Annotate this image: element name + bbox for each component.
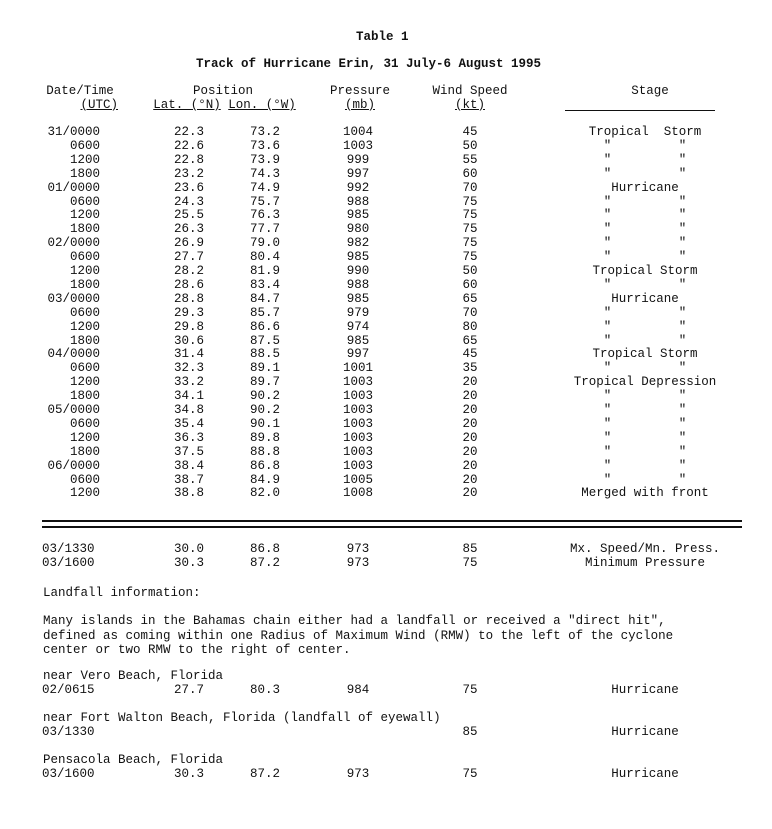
header-mb: (mb) bbox=[344, 98, 375, 112]
cell-stage: " " bbox=[603, 333, 687, 348]
cell-lat: 24.3 bbox=[173, 194, 204, 209]
cell-wind: 45 bbox=[462, 125, 478, 139]
cell-lon: 73.2 bbox=[249, 125, 280, 139]
cell-lat: 32.3 bbox=[173, 361, 204, 376]
cell-lat: 30.0 bbox=[173, 542, 204, 556]
header-pressure: Pressure bbox=[329, 84, 390, 98]
cell-lat: 36.3 bbox=[173, 430, 204, 445]
landfall-place: near Vero Beach, Florida bbox=[43, 669, 224, 683]
cell-stage: Tropical Depression bbox=[573, 375, 717, 390]
cell-pressure: 985 bbox=[346, 333, 370, 348]
cell-stage: Tropical Storm bbox=[588, 125, 702, 139]
cell-lat: 38.8 bbox=[173, 486, 204, 501]
landfall-paragraph-line: Many islands in the Bahamas chain either had a landfall or received a "direct hit", bbox=[43, 614, 666, 628]
cell-stage: " " bbox=[603, 277, 687, 292]
cell-lat: 38.7 bbox=[173, 472, 204, 487]
cell-lon: 79.0 bbox=[249, 236, 280, 251]
cell-datetime: 1800 bbox=[69, 444, 100, 459]
cell-wind: 75 bbox=[462, 683, 478, 697]
cell-datetime: 1200 bbox=[69, 208, 100, 223]
cell-datetime: 0600 bbox=[69, 138, 100, 153]
cell-lon: 88.5 bbox=[249, 347, 280, 362]
cell-lat: 38.4 bbox=[173, 458, 204, 473]
cell-pressure: 988 bbox=[346, 277, 370, 292]
cell-wind: 75 bbox=[462, 236, 478, 251]
cell-lat: 28.6 bbox=[173, 277, 204, 292]
cell-datetime: 1200 bbox=[69, 430, 100, 445]
cell-lon: 74.3 bbox=[249, 166, 280, 181]
cell-lat: 27.7 bbox=[173, 683, 204, 697]
cell-pressure: 974 bbox=[346, 319, 370, 334]
cell-stage: Hurricane bbox=[611, 767, 679, 781]
cell-wind: 60 bbox=[462, 277, 478, 292]
cell-stage: " " bbox=[603, 444, 687, 459]
landfall-paragraph-line: center or two RMW to the right of center. bbox=[43, 643, 351, 657]
cell-lat: 34.1 bbox=[173, 389, 204, 404]
cell-stage: Hurricane bbox=[611, 683, 679, 697]
cell-datetime: 31/0000 bbox=[47, 125, 100, 139]
cell-wind: 45 bbox=[462, 347, 478, 362]
cell-datetime: 02/0615 bbox=[42, 683, 95, 697]
cell-lon: 89.8 bbox=[249, 430, 280, 445]
cell-lon: 80.3 bbox=[249, 683, 280, 697]
cell-wind: 80 bbox=[462, 319, 478, 334]
cell-lat: 23.2 bbox=[173, 166, 204, 181]
cell-wind: 20 bbox=[462, 486, 478, 501]
cell-datetime: 0600 bbox=[69, 250, 100, 265]
cell-lon: 86.6 bbox=[249, 319, 280, 334]
cell-stage: " " bbox=[603, 458, 687, 473]
cell-datetime: 03/1330 bbox=[42, 542, 95, 556]
cell-stage: " " bbox=[603, 361, 687, 376]
cell-lon: 82.0 bbox=[249, 486, 280, 501]
cell-pressure: 997 bbox=[346, 166, 370, 181]
cell-lat: 28.8 bbox=[173, 291, 204, 306]
cell-lon: 90.2 bbox=[249, 403, 280, 417]
cell-stage: Tropical Storm bbox=[592, 264, 698, 278]
cell-wind: 75 bbox=[462, 208, 478, 223]
cell-wind: 60 bbox=[462, 166, 478, 181]
cell-pressure: 985 bbox=[346, 208, 370, 223]
cell-datetime: 01/0000 bbox=[47, 180, 100, 195]
cell-wind: 75 bbox=[462, 767, 478, 781]
cell-lat: 23.6 bbox=[173, 180, 204, 195]
cell-datetime: 03/1600 bbox=[42, 767, 95, 781]
cell-stage: " " bbox=[603, 194, 687, 209]
cell-lat: 31.4 bbox=[173, 347, 204, 362]
cell-lon: 89.7 bbox=[249, 375, 280, 390]
cell-stage: Hurricane bbox=[611, 291, 679, 306]
cell-wind: 50 bbox=[462, 138, 478, 153]
cell-lon: 77.7 bbox=[249, 222, 280, 237]
cell-wind: 75 bbox=[462, 250, 478, 265]
cell-datetime: 0600 bbox=[69, 305, 100, 320]
cell-lon: 74.9 bbox=[249, 180, 280, 195]
table-number: Table 1 bbox=[356, 30, 409, 44]
cell-lon: 87.5 bbox=[249, 333, 280, 348]
cell-stage: Hurricane bbox=[611, 725, 679, 739]
cell-stage: " " bbox=[603, 305, 687, 320]
cell-pressure: 1008 bbox=[342, 486, 373, 501]
cell-pressure: 984 bbox=[346, 683, 370, 697]
cell-pressure: 973 bbox=[346, 556, 370, 570]
cell-stage: " " bbox=[603, 236, 687, 251]
cell-pressure: 1003 bbox=[342, 403, 373, 417]
cell-pressure: 999 bbox=[346, 152, 370, 167]
header-lat: Lat. (°N) bbox=[153, 98, 221, 112]
cell-datetime: 03/0000 bbox=[47, 291, 100, 306]
cell-datetime: 1800 bbox=[69, 222, 100, 237]
cell-lon: 90.1 bbox=[249, 416, 280, 431]
cell-lon: 80.4 bbox=[249, 250, 280, 265]
cell-pressure: 980 bbox=[346, 222, 370, 237]
header-position: Position bbox=[192, 84, 253, 98]
cell-lat: 26.9 bbox=[173, 236, 204, 251]
cell-lon: 81.9 bbox=[249, 264, 280, 278]
cell-wind: 20 bbox=[462, 430, 478, 445]
stage-underline bbox=[565, 110, 715, 111]
cell-pressure: 990 bbox=[346, 264, 370, 278]
cell-datetime: 0600 bbox=[69, 194, 100, 209]
cell-datetime: 1800 bbox=[69, 277, 100, 292]
cell-stage: " " bbox=[603, 222, 687, 237]
cell-wind: 75 bbox=[462, 556, 478, 570]
cell-lon: 84.7 bbox=[249, 291, 280, 306]
cell-datetime: 1200 bbox=[69, 375, 100, 390]
cell-lat: 30.6 bbox=[173, 333, 204, 348]
landfall-place: near Fort Walton Beach, Florida (landfall of eyewall) bbox=[43, 711, 441, 725]
cell-wind: 65 bbox=[462, 333, 478, 348]
cell-wind: 55 bbox=[462, 152, 478, 167]
cell-datetime: 1800 bbox=[69, 166, 100, 181]
cell-pressure: 1003 bbox=[342, 416, 373, 431]
cell-lat: 37.5 bbox=[173, 444, 204, 459]
cell-stage: " " bbox=[603, 250, 687, 265]
cell-datetime: 03/1330 bbox=[42, 725, 95, 739]
header-utc: (UTC) bbox=[80, 98, 118, 112]
cell-datetime: 02/0000 bbox=[47, 236, 100, 251]
cell-wind: 20 bbox=[462, 375, 478, 390]
cell-lon: 87.2 bbox=[249, 767, 280, 781]
cell-lat: 29.8 bbox=[173, 319, 204, 334]
cell-wind: 75 bbox=[462, 194, 478, 209]
cell-stage: " " bbox=[603, 430, 687, 445]
cell-stage: Mx. Speed/Mn. Press. bbox=[569, 542, 721, 556]
landfall-paragraph-line: defined as coming within one Radius of Maximum Wind (RMW) to the left of the cyclone bbox=[43, 628, 674, 643]
cell-pressure: 1003 bbox=[342, 444, 373, 459]
cell-pressure: 1003 bbox=[342, 375, 373, 390]
cell-lat: 30.3 bbox=[173, 767, 204, 781]
cell-wind: 85 bbox=[462, 725, 478, 739]
cell-pressure: 1003 bbox=[342, 138, 373, 153]
cell-pressure: 973 bbox=[346, 542, 370, 556]
cell-wind: 70 bbox=[462, 305, 478, 320]
cell-datetime: 1800 bbox=[69, 333, 100, 348]
cell-pressure: 997 bbox=[346, 347, 370, 362]
cell-lon: 89.1 bbox=[249, 361, 280, 376]
cell-pressure: 1003 bbox=[342, 458, 373, 473]
cell-stage: " " bbox=[603, 319, 687, 334]
cell-lat: 29.3 bbox=[173, 305, 204, 320]
cell-pressure: 988 bbox=[346, 194, 370, 209]
cell-pressure: 985 bbox=[346, 291, 370, 306]
cell-stage: " " bbox=[603, 416, 687, 431]
cell-datetime: 0600 bbox=[69, 472, 100, 487]
cell-lat: 34.8 bbox=[173, 403, 204, 417]
cell-datetime: 06/0000 bbox=[47, 458, 100, 473]
cell-lon: 73.6 bbox=[249, 138, 280, 153]
cell-datetime: 1200 bbox=[69, 264, 100, 278]
cell-wind: 50 bbox=[462, 264, 478, 278]
table-title: Track of Hurricane Erin, 31 July-6 August 1995 bbox=[196, 57, 542, 71]
header-datetime: Date/Time bbox=[46, 84, 114, 98]
cell-pressure: 1003 bbox=[342, 430, 373, 445]
cell-datetime: 05/0000 bbox=[47, 403, 100, 417]
header-wind: Wind Speed bbox=[432, 84, 508, 98]
cell-stage: " " bbox=[603, 403, 687, 417]
cell-wind: 35 bbox=[462, 361, 478, 376]
cell-lon: 86.8 bbox=[249, 542, 280, 556]
landfall-heading: Landfall information: bbox=[43, 586, 201, 600]
cell-wind: 75 bbox=[462, 222, 478, 237]
cell-lon: 90.2 bbox=[249, 389, 280, 404]
double-rule bbox=[42, 520, 742, 528]
cell-lon: 84.9 bbox=[249, 472, 280, 487]
cell-lon: 76.3 bbox=[249, 208, 280, 223]
cell-lat: 22.8 bbox=[173, 152, 204, 167]
cell-pressure: 973 bbox=[346, 767, 370, 781]
cell-lon: 85.7 bbox=[249, 305, 280, 320]
cell-stage: " " bbox=[603, 472, 687, 487]
cell-wind: 20 bbox=[462, 416, 478, 431]
cell-stage: " " bbox=[603, 208, 687, 223]
landfall-place: Pensacola Beach, Florida bbox=[43, 753, 224, 767]
cell-datetime: 04/0000 bbox=[47, 347, 100, 362]
cell-pressure: 982 bbox=[346, 236, 370, 251]
cell-lon: 86.8 bbox=[249, 458, 280, 473]
cell-pressure: 992 bbox=[346, 180, 370, 195]
cell-stage: Hurricane bbox=[611, 180, 679, 195]
cell-wind: 65 bbox=[462, 291, 478, 306]
cell-wind: 70 bbox=[462, 180, 478, 195]
cell-lon: 83.4 bbox=[249, 277, 280, 292]
cell-wind: 85 bbox=[462, 542, 478, 556]
cell-datetime: 1800 bbox=[69, 389, 100, 404]
cell-lat: 22.6 bbox=[173, 138, 204, 153]
cell-pressure: 1005 bbox=[342, 472, 373, 487]
cell-wind: 20 bbox=[462, 389, 478, 404]
header-kt: (kt) bbox=[454, 98, 485, 112]
cell-stage: " " bbox=[603, 389, 687, 404]
cell-pressure: 985 bbox=[346, 250, 370, 265]
cell-stage: " " bbox=[603, 152, 687, 167]
cell-lat: 35.4 bbox=[173, 416, 204, 431]
cell-lat: 22.3 bbox=[173, 125, 204, 139]
header-stage: Stage bbox=[631, 84, 669, 98]
cell-datetime: 0600 bbox=[69, 416, 100, 431]
cell-lat: 27.7 bbox=[173, 250, 204, 265]
cell-pressure: 1003 bbox=[342, 389, 373, 404]
cell-wind: 20 bbox=[462, 472, 478, 487]
cell-stage: " " bbox=[603, 166, 687, 181]
cell-stage: Minimum Pressure bbox=[584, 556, 706, 570]
cell-lon: 88.8 bbox=[249, 444, 280, 459]
cell-lat: 28.2 bbox=[173, 264, 204, 278]
cell-lon: 75.7 bbox=[249, 194, 280, 209]
cell-wind: 20 bbox=[462, 458, 478, 473]
cell-wind: 20 bbox=[462, 403, 478, 417]
cell-lat: 30.3 bbox=[173, 556, 204, 570]
cell-wind: 20 bbox=[462, 444, 478, 459]
cell-lon: 87.2 bbox=[249, 556, 280, 570]
cell-pressure: 1001 bbox=[342, 361, 373, 376]
cell-stage: Tropical Storm bbox=[592, 347, 698, 362]
cell-datetime: 1200 bbox=[69, 319, 100, 334]
cell-lon: 73.9 bbox=[249, 152, 280, 167]
cell-lat: 26.3 bbox=[173, 222, 204, 237]
cell-lat: 33.2 bbox=[173, 375, 204, 390]
cell-pressure: 979 bbox=[346, 305, 370, 320]
cell-datetime: 1200 bbox=[69, 486, 100, 501]
cell-stage: Merged with front bbox=[581, 486, 709, 501]
cell-datetime: 0600 bbox=[69, 361, 100, 376]
cell-datetime: 03/1600 bbox=[42, 556, 95, 570]
cell-pressure: 1004 bbox=[342, 125, 373, 139]
header-lon: Lon. (°W) bbox=[228, 98, 296, 112]
cell-stage: " " bbox=[603, 138, 687, 153]
cell-lat: 25.5 bbox=[173, 208, 204, 223]
cell-datetime: 1200 bbox=[69, 152, 100, 167]
